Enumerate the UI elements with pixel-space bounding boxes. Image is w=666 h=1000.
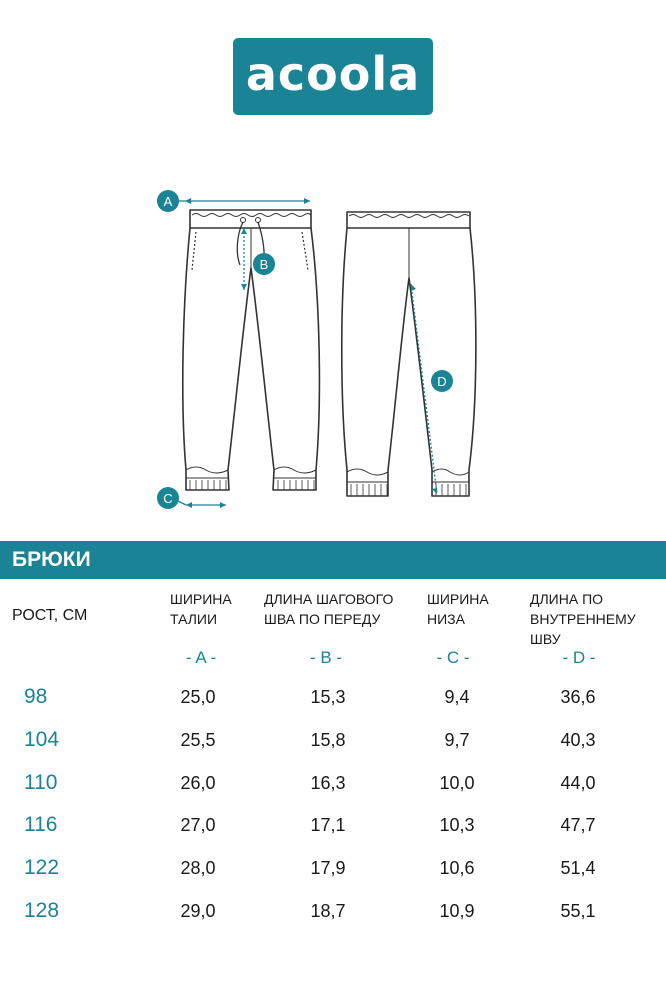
marker-d — [431, 370, 453, 392]
row-header-label: РОСТ, СМ — [12, 607, 88, 624]
col-header-c-line2: НИЗА — [427, 611, 465, 627]
col-letter-b: - B - — [309, 648, 343, 667]
table-cell: 10,9 — [439, 901, 475, 921]
row-height-116: 116 — [24, 813, 58, 836]
table-cell: 27,0 — [180, 815, 216, 835]
col-header-a-line2: ТАЛИИ — [170, 611, 218, 627]
table-cell: 10,0 — [439, 773, 475, 793]
col-letter-c: - C - — [436, 648, 470, 667]
row-height-128: 128 — [24, 899, 60, 922]
table-cell: 9,7 — [444, 730, 470, 750]
col-header-d-line1: ДЛИНА ПО — [530, 591, 604, 607]
marker-c-label: C — [163, 491, 173, 506]
table-cell: 18,7 — [310, 901, 346, 921]
col-header-c-line1: ШИРИНА — [427, 591, 489, 607]
table-cell: 40,3 — [560, 730, 596, 750]
col-letter-a: - A - — [185, 648, 217, 667]
table-cell: 10,6 — [439, 858, 475, 878]
table-cell: 25,0 — [180, 687, 216, 707]
table-cell: 47,7 — [560, 815, 596, 835]
table-cell: 36,6 — [560, 687, 596, 707]
table-cell: 28,0 — [180, 858, 216, 878]
table-cell: 44,0 — [560, 773, 596, 793]
row-height-122: 122 — [24, 856, 60, 879]
marker-a — [157, 190, 179, 212]
table-cell: 15,8 — [310, 730, 346, 750]
pants-back-drawing — [342, 212, 476, 496]
table-cell: 29,0 — [180, 901, 216, 921]
col-header-b-line2: ШВА ПО ПЕРЕДУ — [264, 611, 381, 627]
row-height-104: 104 — [24, 728, 60, 751]
col-letter-d: - D - — [562, 648, 596, 667]
marker-a-label: A — [163, 194, 173, 209]
row-height-110: 110 — [24, 771, 58, 794]
measurement-arrows — [176, 198, 437, 508]
table-cell: 9,4 — [444, 687, 470, 707]
table-cell: 17,9 — [310, 858, 346, 878]
table-cell: 55,1 — [560, 901, 596, 921]
pants-front-drawing — [183, 210, 320, 490]
col-header-d-line2: ВНУТРЕННЕМУ ШВУ — [530, 611, 636, 647]
table-cell: 16,3 — [310, 773, 346, 793]
marker-c — [157, 487, 179, 509]
table-cell: 26,0 — [180, 773, 216, 793]
marker-d-label: D — [437, 374, 447, 389]
section-title-bar — [0, 541, 666, 579]
col-header-b-line1: ДЛИНА ШАГОВОГО — [264, 591, 394, 607]
col-header-a-line1: ШИРИНА — [170, 591, 232, 607]
table-cell: 15,3 — [310, 687, 346, 707]
section-title: БРЮКИ — [12, 548, 91, 571]
marker-b — [253, 253, 275, 275]
table-cell: 17,1 — [310, 815, 346, 835]
table-cell: 25,5 — [180, 730, 216, 750]
row-height-98: 98 — [24, 685, 48, 708]
table-cell: 51,4 — [560, 858, 596, 878]
table-cell: 10,3 — [439, 815, 475, 835]
brand-logo-text: acoola — [245, 47, 421, 101]
marker-b-label: B — [259, 257, 269, 272]
